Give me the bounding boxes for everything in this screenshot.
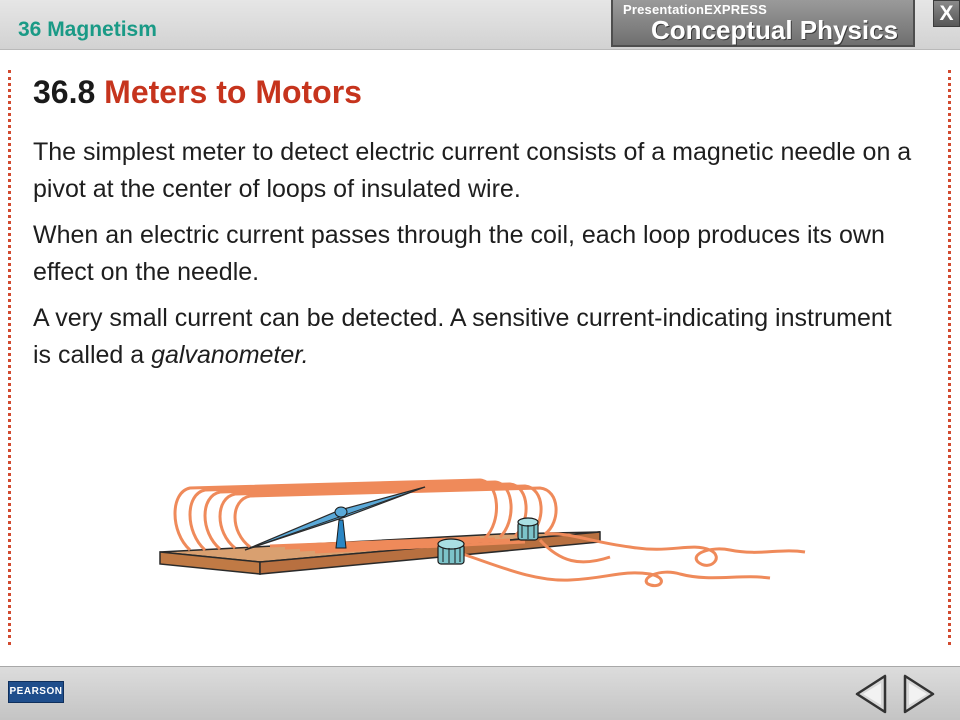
next-slide-button[interactable] (899, 673, 939, 715)
paragraph-1: The simplest meter to detect electric current consists of a magnetic needle on a pivot at the center of loops of insulated wire. (33, 138, 912, 203)
pearson-logo: PEARSON (8, 681, 64, 703)
paragraph-2: When an electric current passes through the coil, each loop produces its own effect on the needle. (33, 221, 885, 286)
paragraph-3 (33, 300, 913, 374)
galvanometer-illustration (150, 462, 810, 622)
chapter-label: 36 Magnetism (18, 18, 157, 41)
brand-title: Conceptual Physics (651, 15, 899, 45)
brand-subtitle: PresentationEXPRESS (623, 2, 767, 17)
needle-pivot (335, 507, 347, 548)
right-dotted-border (948, 70, 951, 645)
footer-bar (0, 666, 960, 720)
section-title: Meters to Motors (104, 74, 362, 110)
close-button[interactable]: X (933, 0, 960, 27)
terminal-screw-back (518, 518, 538, 540)
brand-banner (611, 0, 915, 47)
galvanometer-term: galvanometer. (151, 341, 309, 369)
slide-title (33, 74, 362, 111)
section-number: 36.8 (33, 74, 96, 110)
previous-slide-button[interactable] (851, 673, 891, 715)
paragraph-3-text: A very small current can be detected. A sensitive current-indicating instrument is called a (33, 304, 892, 369)
left-dotted-border (8, 70, 11, 645)
slide-body (33, 134, 913, 383)
terminal-screw-front (438, 539, 464, 564)
header-bar (0, 0, 960, 50)
